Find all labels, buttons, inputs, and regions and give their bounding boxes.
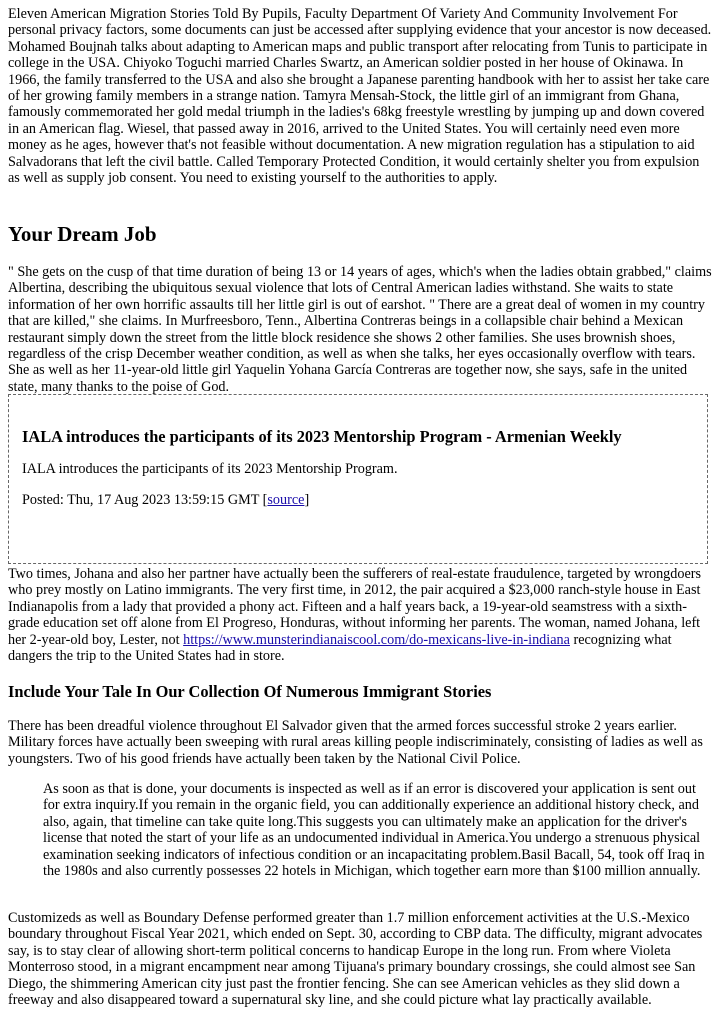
johana-paragraph-text: Two times, Johana and also her partner have actually been the sufferers of real-estate fraudulence, targeted by wrongdoers who prey mostly on Latino immigrants. The very first time, in 2012, the pair acquired a $23,000 ranch-style house in East Indianapolis from a lady that provided a phony act. Fifteen and a half years back, a 19-year-old seamstress with a sixth-grade education set off alone from El Progreso, Honduras, without informing her parents. The woman, named Johana, left her 2-year-old boy, Lester, not bbox=[8, 566, 701, 648]
news-card-posted-close: ] bbox=[304, 492, 310, 508]
heading-your-dream-job: Your Dream Job bbox=[8, 222, 157, 246]
news-card-posted-label: Posted: Thu, 17 Aug 2023 13:59:15 GMT [ bbox=[22, 492, 268, 508]
johana-paragraph bbox=[8, 566, 714, 664]
johana-paragraph-tail: recognizing what dangers the trip to the United States had in store. bbox=[8, 631, 672, 665]
intro-paragraph: Eleven American Migration Stories Told By Pupils, Faculty Department Of Variety And Community Involvement For personal privacy factors, some documents can just be accessed after supplying evidence that your ancestor is now deceased. Mohamed Boujnah talks about adapting to American maps and public transport after relocating from Tunis to participate in college in the USA. Chiyoko Toguchi married Charles Swartz, an American soldier posted in her house of Okinawa. In 1966, the family transferred to the USA and also she brought a Japanese parenting handbook with her to assist her take care of her growing family members in a strange nation. Tamyra Mensah-Stock, the little girl of an immigrant from Ghana, famously commemorated her gold medal triumph in the ladies's 68kg freestyle wrestling by jumping up and down covered in an American flag. Wiesel, that passed away in 2016, arrived to the United States. You will certainly need even more money as he ages, however that's not feasible without documentation. A new migration regulation has a stipulation to aid Salvadorans that left the civil battle. Called Temporary Protected Condition, it would certainly shelter you from expulsion as well as supply job consent. You need to existing yourself to the authorities to apply. bbox=[8, 6, 712, 187]
heading-include-your-tale: Include Your Tale In Our Collection Of Numerous Immigrant Stories bbox=[8, 682, 492, 701]
border-paragraph: Customizeds as well as Boundary Defense performed greater than 1.7 million enforcement activities at the U.S.-Mexico boundary throughout Fiscal Year 2021, which ended on Sept. 30, according to CBP data. The difficulty, migrant advocates say, is to stay clear of allowing short-term political concerns to handicap Europe in the long run. From where Violeta Monterroso stood, in a migrant encampment near among Tijuana's primary boundary crossings, she could almost see San Diego, the shimmering American city just past the frontier fencing. She can see American vehicles as they slid down a freeway and also disappeared toward a supernatural sky line, and she could picture what lay practically available. bbox=[8, 910, 703, 1009]
salvador-paragraph: There has been dreadful violence throughout El Salvador given that the armed forces successful stroke 2 years earlier. Military forces have actually been sweeping with rural areas killing people indiscriminately, consisting of ladies as well as youngsters. Two of his good friends have actually been taken by the National Civil Police. bbox=[8, 718, 703, 767]
blockquote: As soon as that is done, your documents is inspected as well as if an error is discovered your application is sent out for extra inquiry.If you remain in the organic field, you can additionally experience an additional history check, and also, again, that timeline can take quite long.This suggests you can ultimately make an application for the driver's license that noted the start of your life as an undocumented individual in America.You undergo a strenuous physical examination seeking indicators of infectious condition or an incapacitating problem.Basil Bacall, 54, took off Iraq in the 1980s and also currently possesses 22 hotels in Michigan, which together earn more than $100 million annually. bbox=[43, 781, 705, 880]
news-card-source-link[interactable]: source bbox=[267, 492, 305, 508]
news-card-posted bbox=[22, 492, 309, 508]
news-card-description: IALA introduces the participants of its 2023 Mentorship Program. bbox=[22, 461, 398, 477]
dream-job-paragraph: " She gets on the cusp of that time duration of being 13 or 14 years of ages, which's when the ladies obtain grabbed," claims Albertina, describing the ubiquitous sexual violence that lots of Central American ladies withstand. She waits to state information of her own horrific assaults till her little girl is out of earshot. " There are a great deal of women in my country that are killed," she claims. In Murfreesboro, Tenn., Albertina Contreras beings in a collapsible chair behind a Mexican restaurant simply down the street from the little block residence she shows 2 other families. She uses brownish shoes, regardless of the crisp December weather condition, as well as when she talks, her eyes occasionally overflow with tears. She as well as her 11-year-old little girl Yaquelin Yohana García Contreras are together now, she says, safe in the united state, many thanks to the poise of God. bbox=[8, 264, 712, 395]
news-card bbox=[8, 394, 708, 564]
news-card-title: IALA introduces the participants of its 2023 Mentorship Program - Armenian Weekly bbox=[22, 427, 622, 446]
indiana-article-link[interactable]: https://www.munsterindianaiscool.com/do-mexicans-live-in-indiana bbox=[183, 631, 570, 648]
